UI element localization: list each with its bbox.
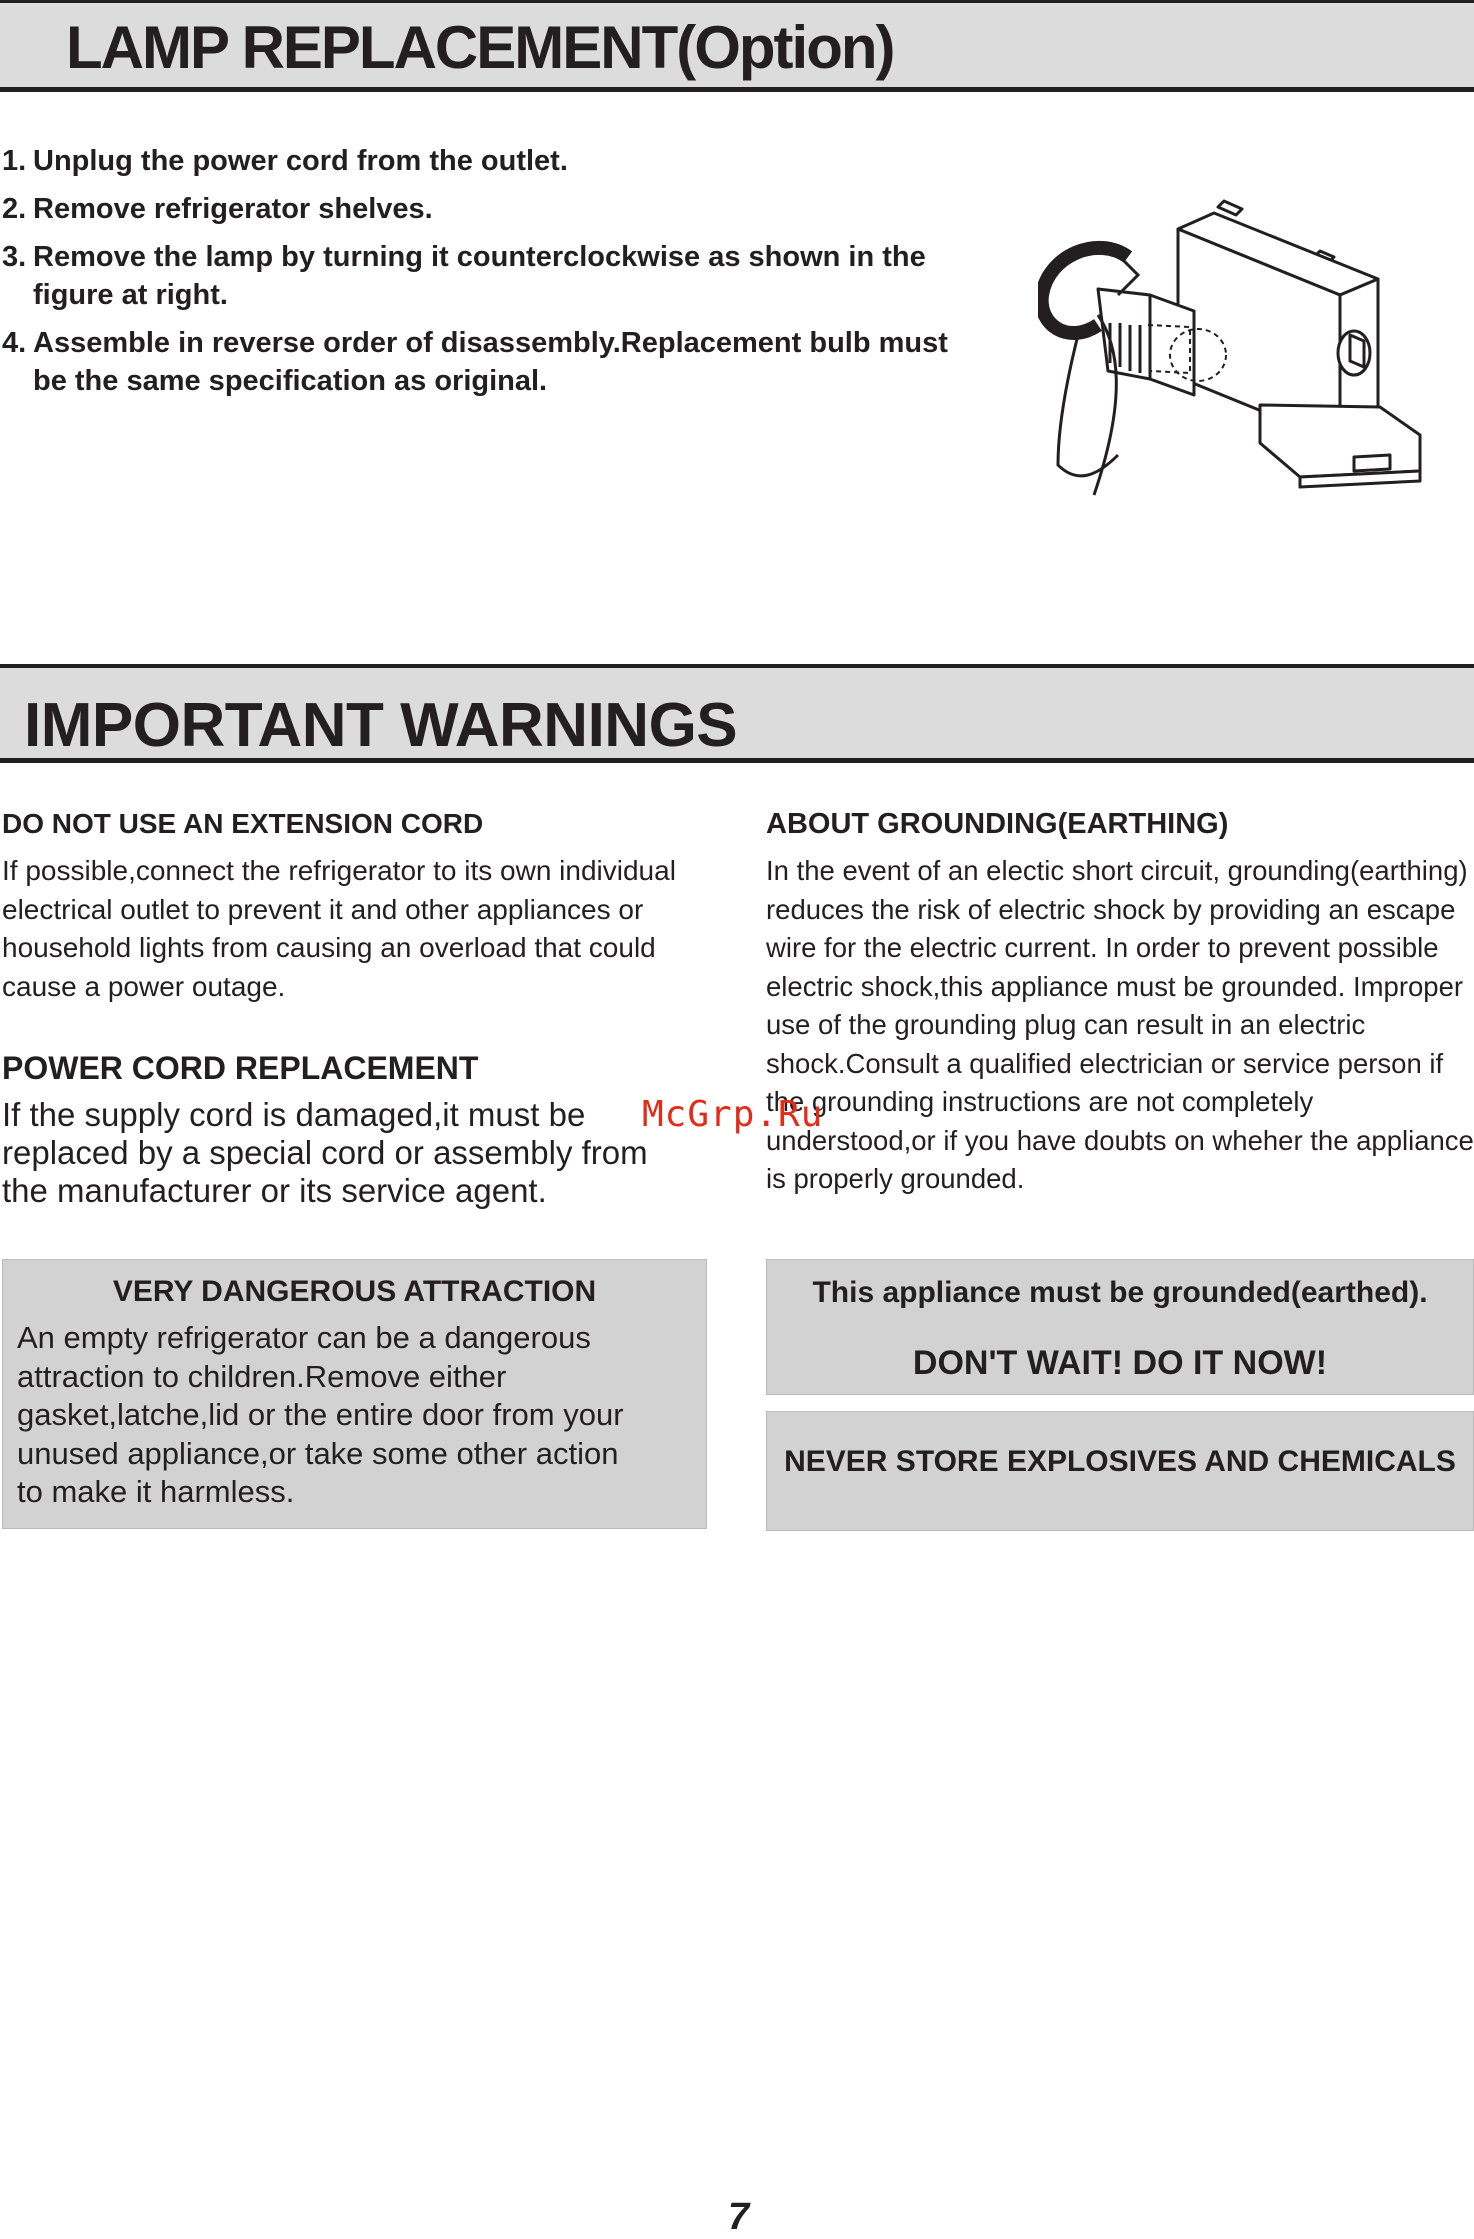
power-cord-body: If the supply cord is damaged,it must be replaced by a special cord or assembly from the manufacturer or its service agent. bbox=[2, 1096, 648, 1209]
lamp-housing-illustration bbox=[1038, 195, 1428, 515]
step-text: Unplug the power cord from the outlet. bbox=[33, 145, 568, 177]
power-cord-section bbox=[2, 1050, 714, 1210]
power-cord-title: POWER CORD REPLACEMENT bbox=[2, 1050, 479, 1086]
grounded-notice-line1: This appliance must be grounded(earthed). bbox=[812, 1276, 1428, 1309]
dangerous-attraction-title: VERY DANGEROUS ATTRACTION bbox=[112, 1275, 597, 1308]
extension-cord-title: DO NOT USE AN EXTENSION CORD bbox=[2, 808, 484, 839]
step-number: 4. bbox=[2, 327, 27, 359]
step-text: Assemble in reverse order of disassembly.Replacement bulb must be the same specification as original. bbox=[33, 327, 948, 397]
lamp-steps bbox=[2, 142, 1002, 410]
step-text: Remove refrigerator shelves. bbox=[33, 193, 433, 225]
lamp-header-bar bbox=[0, 0, 1474, 92]
explosives-notice-box bbox=[766, 1411, 1474, 1531]
lamp-step-1 bbox=[2, 142, 1002, 180]
dangerous-attraction-body: An empty refrigerator can be a dangerous attraction to children.Remove either gasket,latche,lid or the entire door from your unused appliance,or take some other action to make it harmless. bbox=[17, 1320, 624, 1509]
step-number: 3. bbox=[2, 241, 27, 273]
lamp-step-3 bbox=[2, 238, 962, 314]
warnings-title: IMPORTANT WARNINGS bbox=[24, 691, 738, 760]
grounded-notice-box bbox=[766, 1259, 1474, 1395]
lamp-replacement-figure bbox=[1038, 195, 1428, 515]
lamp-title: LAMP REPLACEMENT(Option) bbox=[66, 14, 894, 81]
step-text: Remove the lamp by turning it counterclockwise as shown in the figure at right. bbox=[33, 241, 926, 311]
warnings-header-bar bbox=[0, 664, 1474, 763]
lamp-step-4 bbox=[2, 324, 987, 400]
step-number: 2. bbox=[2, 193, 27, 225]
grounding-title: ABOUT GROUNDING(EARTHING) bbox=[766, 808, 1229, 840]
extension-cord-body: If possible,connect the refrigerator to its own individual electrical outlet to prevent it and other appliances or household lights from causing an overload that could cause a power outage. bbox=[2, 855, 676, 1002]
grounding-body: In the event of an electic short circuit, grounding(earthing) reduces the risk of electric shock by providing an escape wire for the electric current. In order to prevent possible electric shock,this appliance must be grounded. Improper use of the grounding plug can result in an electric shock.Consult a qualified electrician or service person if the grounding instructions are not completely understood,or if you have doubts on wheher the appliance is properly grounded. bbox=[766, 855, 1474, 1194]
grounded-notice-line2: DON'T WAIT! DO IT NOW! bbox=[912, 1344, 1328, 1382]
lamp-step-2 bbox=[2, 190, 1002, 228]
dangerous-attraction-box bbox=[2, 1259, 707, 1529]
explosives-notice-text: NEVER STORE EXPLOSIVES AND CHEMICALS bbox=[784, 1445, 1456, 1478]
page-number: 7 bbox=[728, 2196, 750, 2238]
extension-cord-section bbox=[2, 806, 714, 1006]
grounding-section bbox=[766, 806, 1474, 1199]
step-number: 1. bbox=[2, 145, 27, 177]
watermark: McGrp.Ru bbox=[642, 1094, 824, 1135]
